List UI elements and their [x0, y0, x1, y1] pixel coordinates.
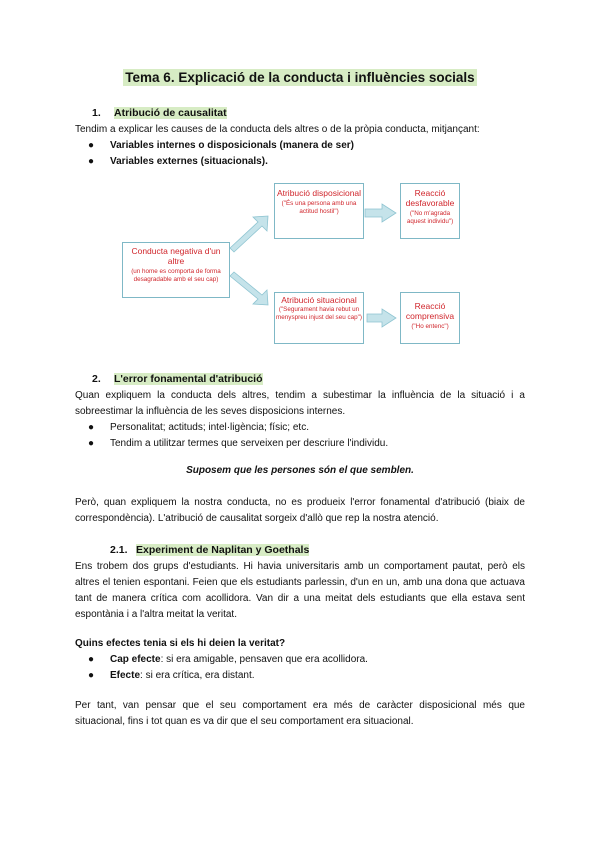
box-comprehensive-reaction: Reacció comprensiva ("Ho entenc")	[400, 292, 460, 344]
section-2-1-para-line: tant de manera crítica com acollidora. Van dir a una meitat dels estudiants que ella estava sent	[75, 593, 525, 604]
box-situational-attribution: Atribució situacional ("Segurament havia rebut un menyspreu injust del seu cap")	[274, 292, 364, 344]
list-item: ● Tendim a utilitzar termes que serveixen per descriure l'individu.	[88, 438, 389, 449]
section-2-para-line: Però, quan expliquem la nostra conducta, no es produeix l'error fonamental d'atribució (biaix de	[75, 497, 525, 508]
section-2-para-line: sobreestimar la influència de les seves disposicions internes.	[75, 406, 346, 417]
arrow-right-top	[365, 204, 396, 222]
section-1-intro: Tendim a explicar les causes de la conducta dels altres o de la pròpia conducta, mitjançant:	[75, 124, 480, 135]
list-item: ● Cap efecte: si era amigable, pensaven que era acollidora.	[88, 654, 368, 665]
section-2-1-para-line: espontània i a l'altra meitat la veritat.	[75, 609, 237, 620]
arrow-up-right	[230, 216, 268, 252]
box-dispositional-attribution: Atribució disposicional ("És una persona amb una actitud hostil")	[274, 183, 364, 239]
emphasis-quote: Suposem que les persones són el que semblen.	[186, 465, 414, 476]
arrow-down-right	[230, 272, 268, 305]
conclusion-line: Per tant, van pensar que el seu comportament era més de caràcter disposicional més que	[75, 700, 525, 711]
section-2-1-para-line: Ens trobem dos grups d'estudiants. Hi havia universitaris amb un comportament pautat, però els	[75, 561, 525, 572]
list-item: ● Variables internes o disposicionals (manera de ser)	[88, 140, 354, 151]
section-2-heading: 2. L'error fonamental d'atribució	[92, 373, 263, 385]
box-negative-conduct: Conducta negativa d'un altre (un home es comporta de forma desagradable amb el seu cap)	[122, 242, 230, 298]
section-2-1-heading: 2.1. Experiment de Naplitan y Goethals	[110, 544, 310, 556]
list-item: ● Variables externes (situacionals).	[88, 156, 268, 167]
attribution-diagram	[118, 178, 463, 348]
section-2-para-line: Quan expliquem la conducta dels altres, tendim a subestimar la influència de la situació i a	[75, 390, 525, 401]
list-item: ● Efecte: si era crítica, era distant.	[88, 670, 255, 681]
section-2-1-para-line: altres el tenien espontani. Feien que els estudiants parlessin, d'un en un, amb una dona que actuava	[75, 577, 525, 588]
arrow-right-bottom	[367, 309, 396, 327]
list-item: ● Personalitat; actituds; intel·ligència; físic; etc.	[88, 422, 309, 433]
conclusion-line: situacional, fins i tot quan es va dir que el seu comportament era situacional.	[75, 716, 414, 727]
section-1-heading: 1. Atribució de causalitat	[92, 107, 227, 119]
section-2-para-line: correspondència). L'atribució de causalitat sorgeix d'allò que rep la nostra atenció.	[75, 513, 439, 524]
question: Quins efectes tenia si els hi deien la veritat?	[75, 638, 286, 649]
box-unfavourable-reaction: Reacció desfavorable ("No m'agrada aquest individu")	[400, 183, 460, 239]
page-title: Tema 6. Explicació de la conducta i influències socials	[125, 70, 475, 85]
